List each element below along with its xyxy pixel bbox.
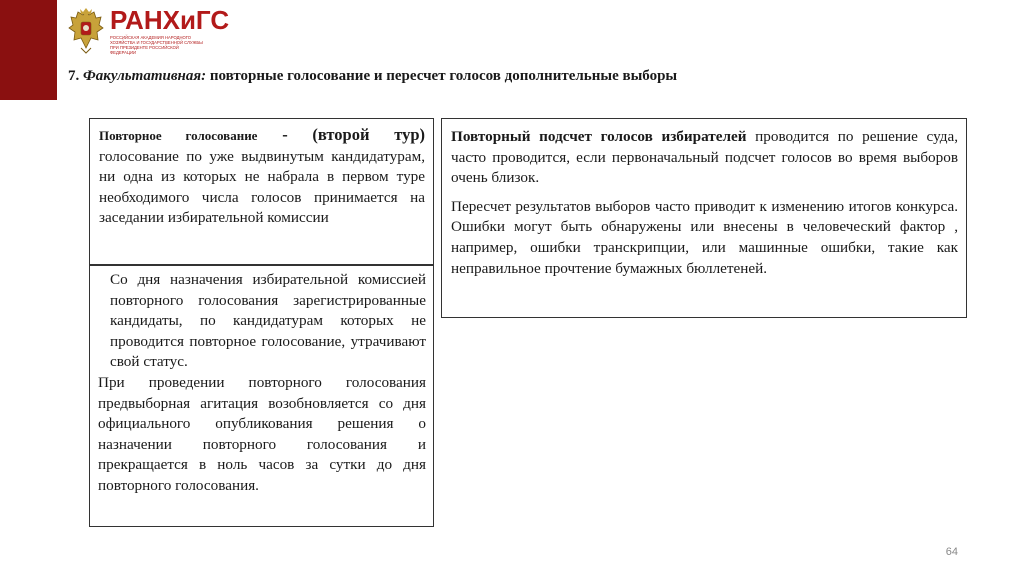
recount-term: Повторный подсчет голосов избирателей — [451, 128, 747, 145]
title-rest: повторные голосование и пересчет голосов дополнительные выборы — [209, 68, 678, 84]
title-number: 7. — [68, 68, 80, 84]
runoff-paren: (второй тур) — [312, 125, 426, 144]
sidebar-accent-bar — [0, 0, 57, 100]
logo-name: РАНХиГС — [110, 5, 230, 35]
slide-title — [68, 66, 748, 86]
page-number: 64 — [945, 546, 958, 558]
runoff-rules-box — [89, 265, 434, 527]
runoff-dash: - — [257, 125, 313, 144]
runoff-definition-box — [89, 118, 434, 265]
recount-para-2: Пересчет результатов выборов часто приводит к изменению итогов конкурса. Ошибки могут быть обнаружены или внесены в человеческий фактор , например, ошибки транскрипции, или машинные ошибки, такие как неправильное прочтение бумажных бюллетеней. — [451, 197, 958, 277]
runoff-rules-para-2: При проведении повторного голосования предвыборная агитация возобновляется со дня официального опубликования решения о назначении повторного голосования и прекращается в ноль часов за сутки до дня повторного голосования. — [98, 373, 426, 494]
double-headed-eagle-icon — [68, 8, 104, 54]
recount-para-1-rest: проводится по решение суда, часто проводится, если первоначальный подсчет голосов во время выборов очень близок. — [451, 128, 959, 187]
logo-subtitle: РОССИЙСКАЯ АКАДЕМИЯ НАРОДНОГО ХОЗЯЙСТВА И ГОСУДАРСТВЕННОЙ СЛУЖБЫ ПРИ ПРЕЗИДЕНТЕ РОССИЙСКОЙ ФЕДЕРАЦИИ — [110, 35, 203, 55]
title-italic: Факультативная: — [83, 68, 207, 84]
runoff-rules-para-1: Со дня назначения избирательной комиссией повторного голосования зарегистрированные кандидаты, по кандидатурам которых не проводится повторное голосование, утрачивают свой статус. — [110, 271, 426, 371]
runoff-body: голосование по уже выдвинутым кандидатурам, ни одна из которых не набрала в первом туре необходимого числа голосов принимается на заседании избирательной комиссии — [99, 147, 425, 227]
recount-para-1 — [451, 127, 958, 189]
recount-box — [441, 118, 967, 318]
ranepa-logo — [68, 6, 229, 56]
runoff-term: Повторное голосование — [99, 128, 258, 143]
